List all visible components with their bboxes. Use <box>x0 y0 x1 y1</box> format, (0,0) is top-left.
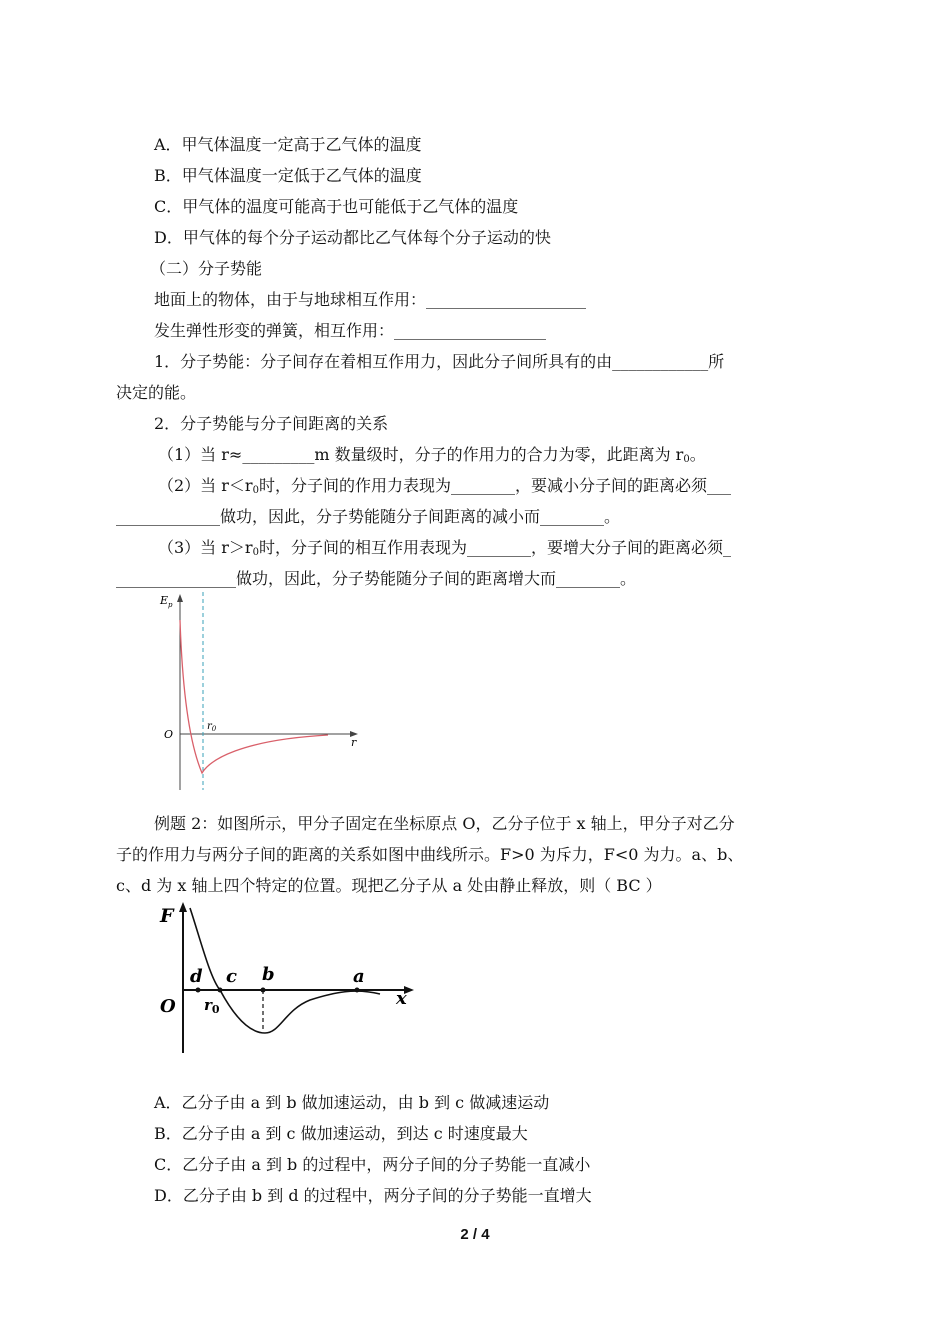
p2-title: 2．分子势能与分子间距离的关系 <box>154 414 389 433</box>
force-graph <box>150 898 420 1058</box>
ep-label: $E_p$ <box>160 594 173 609</box>
r-label: r <box>351 736 357 749</box>
option-c: C．乙分子由 a 到 b 的过程中，两分子间的分子势能一直减小 <box>154 1155 591 1174</box>
p1-line-2: 决定的能。 <box>116 383 197 402</box>
point-a <box>355 988 360 993</box>
ep-axis-arrow <box>177 594 183 602</box>
p1-line-1: 1．分子势能：分子间存在着相互作用力，因此分子间所具有的由____________所 <box>154 352 725 371</box>
example-line-1: 例题 2：如图所示，甲分子固定在坐标原点 O，乙分子位于 x 轴上，甲分子对乙分 <box>154 814 735 833</box>
point-d <box>196 988 201 993</box>
example-line-2: 子的作用力与两分子间的距离的关系如图中曲线所示。F>0 为斥力，F<0 为力。a、b、 <box>116 845 744 864</box>
condition-2-line-1: （2）当 $r<r_0$时，分子间的作用力表现为________，要减小分子间的距离必须___ <box>158 476 731 496</box>
ep-curve <box>180 620 328 773</box>
option-c: C．甲气体的温度可能高于也可能低于乙气体的温度 <box>154 197 519 216</box>
f-label: F <box>160 905 174 927</box>
d-label: d <box>190 966 203 987</box>
option-d: D．乙分子由 b 到 d 的过程中，两分子间的分子势能一直增大 <box>154 1186 592 1205</box>
condition-3-line-1: （3）当 $r>r_0$时，分子间的相互作用表现为________，要增大分子间的距离必须_ <box>158 538 731 558</box>
option-b: B．甲气体温度一定低于乙气体的温度 <box>154 166 422 185</box>
r0-label: $r_0$ <box>207 721 217 733</box>
b-label: b <box>262 964 275 985</box>
intro-line-1: 地面上的物体，由于与地球相互作用：____________________ <box>154 290 587 309</box>
example-line-3: c、d 为 x 轴上四个特定的位置。现把乙分子从 a 处由静止释放，则（ BC ） <box>116 876 662 895</box>
option-b: B．乙分子由 a 到 c 做加速运动，到达 c 时速度最大 <box>154 1124 528 1143</box>
option-d: D．甲气体的每个分子运动都比乙气体每个分子运动的快 <box>154 228 551 247</box>
point-b <box>261 988 266 993</box>
origin-label: O <box>160 996 176 1017</box>
f-axis-arrow <box>179 902 187 912</box>
option-a: A．乙分子由 a 到 b 做加速运动，由 b 到 c 做减速运动 <box>154 1093 550 1112</box>
x-label: x <box>396 988 407 1009</box>
condition-1: （1）当 r≈_________m 数量级时，分子的作用力的合力为零，此距离为 $r_0$。 <box>158 445 706 465</box>
potential-energy-graph <box>150 590 370 800</box>
condition-2-line-2: _____________做功，因此，分子势能随分子间距离的减小而________。 <box>116 507 621 526</box>
r0-label: $r_0$ <box>204 996 220 1016</box>
section-title: （二）分子势能 <box>150 259 263 278</box>
intro-line-2: 发生弹性形变的弹簧，相互作用：___________________ <box>154 321 547 340</box>
a-label: a <box>353 966 365 987</box>
option-a: A．甲气体温度一定高于乙气体的温度 <box>154 135 422 154</box>
page-number: 2 / 4 <box>460 1226 490 1243</box>
c-label: c <box>226 966 237 987</box>
origin-label: O <box>164 728 174 741</box>
point-c <box>218 988 223 993</box>
condition-3-line-2: _______________做功，因此，分子势能随分子间的距离增大而________。 <box>116 569 637 588</box>
